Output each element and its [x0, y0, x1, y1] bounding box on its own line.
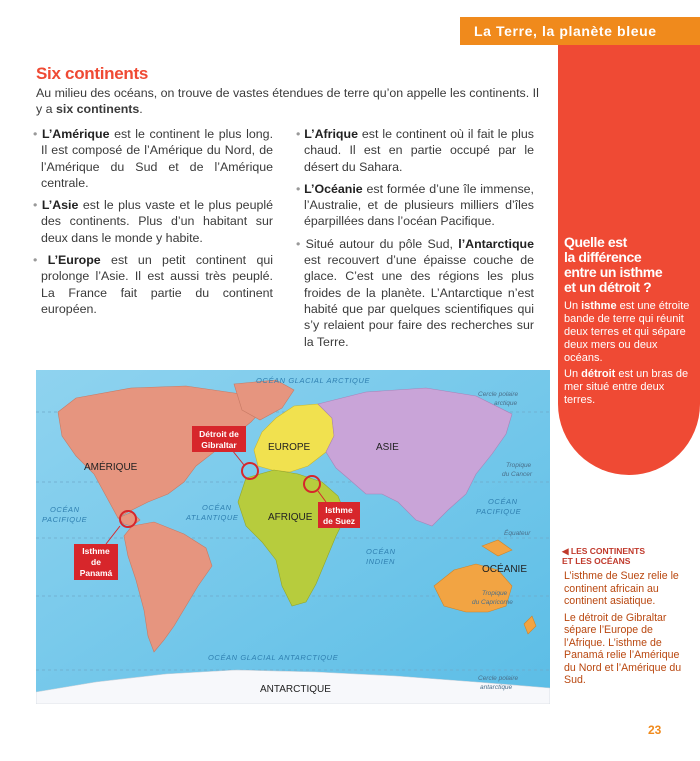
sidebar-answer	[564, 300, 690, 410]
label-indian-2: INDIEN	[366, 557, 396, 566]
isthmus-definition: Un isthme est une étroite bande de terre qui réunit deux terres et qui sépare deux mers ou deux océans.	[564, 300, 690, 364]
svg-text:Panamá: Panamá	[79, 568, 113, 578]
label-africa: AFRIQUE	[268, 512, 313, 523]
caption-suez: L’isthme de Suez relie le continent africain au continent asiatique.	[564, 570, 679, 607]
caption-title: ◀ LES CONTINENTS ET LES OCÉANS	[562, 546, 646, 566]
label-polar-south-1: Cercle polaire	[478, 675, 519, 682]
label-arctic-ocean: OCÉAN GLACIAL ARCTIQUE	[256, 376, 371, 385]
label-polar-north-2: arctique	[494, 400, 518, 407]
strait-definition: Un détroit est un bras de mer situé entre deux terres.	[564, 368, 689, 406]
gibraltar-callout	[192, 426, 246, 452]
section-title: Six continents	[36, 64, 148, 83]
caption-gibraltar-panama: Le détroit de Gibraltar sépare l’Europe de l’Afrique. L’isthme de Panamá relie l’Amérique du Nord et l’Amérique du Sud.	[564, 611, 682, 686]
label-pacific-right-2: PACIFIQUE	[476, 507, 522, 516]
label-polar-north-1: Cercle polaire	[478, 391, 519, 398]
label-asia: ASIE	[376, 442, 399, 453]
label-polar-south-2: antarctique	[480, 684, 513, 691]
label-tropic-cancer-2: du Cancer	[502, 471, 532, 478]
svg-text:Gibraltar: Gibraltar	[201, 440, 237, 450]
intro-paragraph	[36, 85, 546, 117]
label-pacific-right-1: OCÉAN	[488, 497, 518, 506]
continent-item-africa: • L’Afrique est le continent où il fait le plus chaud. Il est en partie occupé par le désert du Sahara.	[296, 127, 534, 174]
svg-text:de: de	[91, 557, 101, 567]
chapter-header	[460, 17, 700, 45]
continent-item-asia: • L’Asie est le plus vaste et le plus peuplé des continents. Plus d’un habitant sur deux dans le monde y habite.	[33, 198, 274, 245]
svg-text:Détroit de: Détroit de	[199, 429, 239, 439]
suez-callout	[318, 502, 360, 528]
chapter-title: La Terre, la planète bleue	[474, 23, 657, 39]
label-antarctic-ocean: OCÉAN GLACIAL ANTARCTIQUE	[208, 653, 339, 662]
label-tropic-capricorn-2: du Capricorne	[472, 599, 513, 606]
continent-item-america: • L’Amérique est le continent le plus long. Il est composé de l’Amérique du Nord, de l’Amérique du Sud et de l’Amérique centrale.	[33, 127, 274, 190]
label-pacific-left-1: OCÉAN	[50, 505, 80, 514]
label-equator: Équateur	[504, 530, 531, 537]
label-atlantic-1: OCÉAN	[202, 503, 232, 512]
intro-end: .	[139, 102, 143, 116]
label-atlantic-2: ATLANTIQUE	[186, 513, 239, 522]
label-europe: EUROPE	[268, 442, 311, 453]
continent-item-europe: • L’Europe est un petit continent qui prolonge l’Asie. Il est aussi très peuplé. La France fait partie du continent européen.	[33, 253, 273, 316]
continents-column-left	[33, 126, 273, 323]
svg-text:de Suez: de Suez	[322, 516, 356, 526]
continent-item-oceania: • L’Océanie est formée d’une île immense, l’Australie, et de plusieurs milliers d’îles éparpillées dans l’océan Pacifique.	[296, 181, 534, 229]
label-pacific-left-2: PACIFIQUE	[42, 515, 88, 524]
page-number: 23	[648, 723, 662, 737]
continent-item-antarctica: • Situé autour du pôle Sud, l’Antarctique est recouvert d’une épaisse couche de glace. C’est une des régions les plus froides de la planète. L’Antarctique n’est habité que par quelques scientifiques qui s’y relaient pour faire des recherches sur la Terre.	[296, 236, 534, 349]
intro-text: Au milieu des océans, on trouve de vastes étendues de terre qu’on appelle les continents. Il y a	[36, 86, 539, 116]
world-map	[36, 370, 550, 704]
label-oceania: OCÉANIE	[482, 564, 528, 575]
intro-bold: six continents	[55, 102, 140, 116]
svg-text:Isthme: Isthme	[82, 546, 110, 556]
label-tropic-capricorn-1: Tropique	[482, 590, 508, 597]
sidebar-question: Quelle est la différence entre un isthme et un détroit ?	[564, 234, 663, 295]
label-indian-1: OCÉAN	[366, 547, 396, 556]
continents-column-right	[296, 126, 534, 356]
label-tropic-cancer-1: Tropique	[506, 462, 532, 469]
label-antarctica: ANTARCTIQUE	[260, 684, 331, 695]
panama-callout	[74, 544, 118, 580]
label-america: AMÉRIQUE	[84, 462, 138, 473]
map-caption	[564, 570, 692, 691]
svg-text:Isthme: Isthme	[325, 505, 353, 515]
